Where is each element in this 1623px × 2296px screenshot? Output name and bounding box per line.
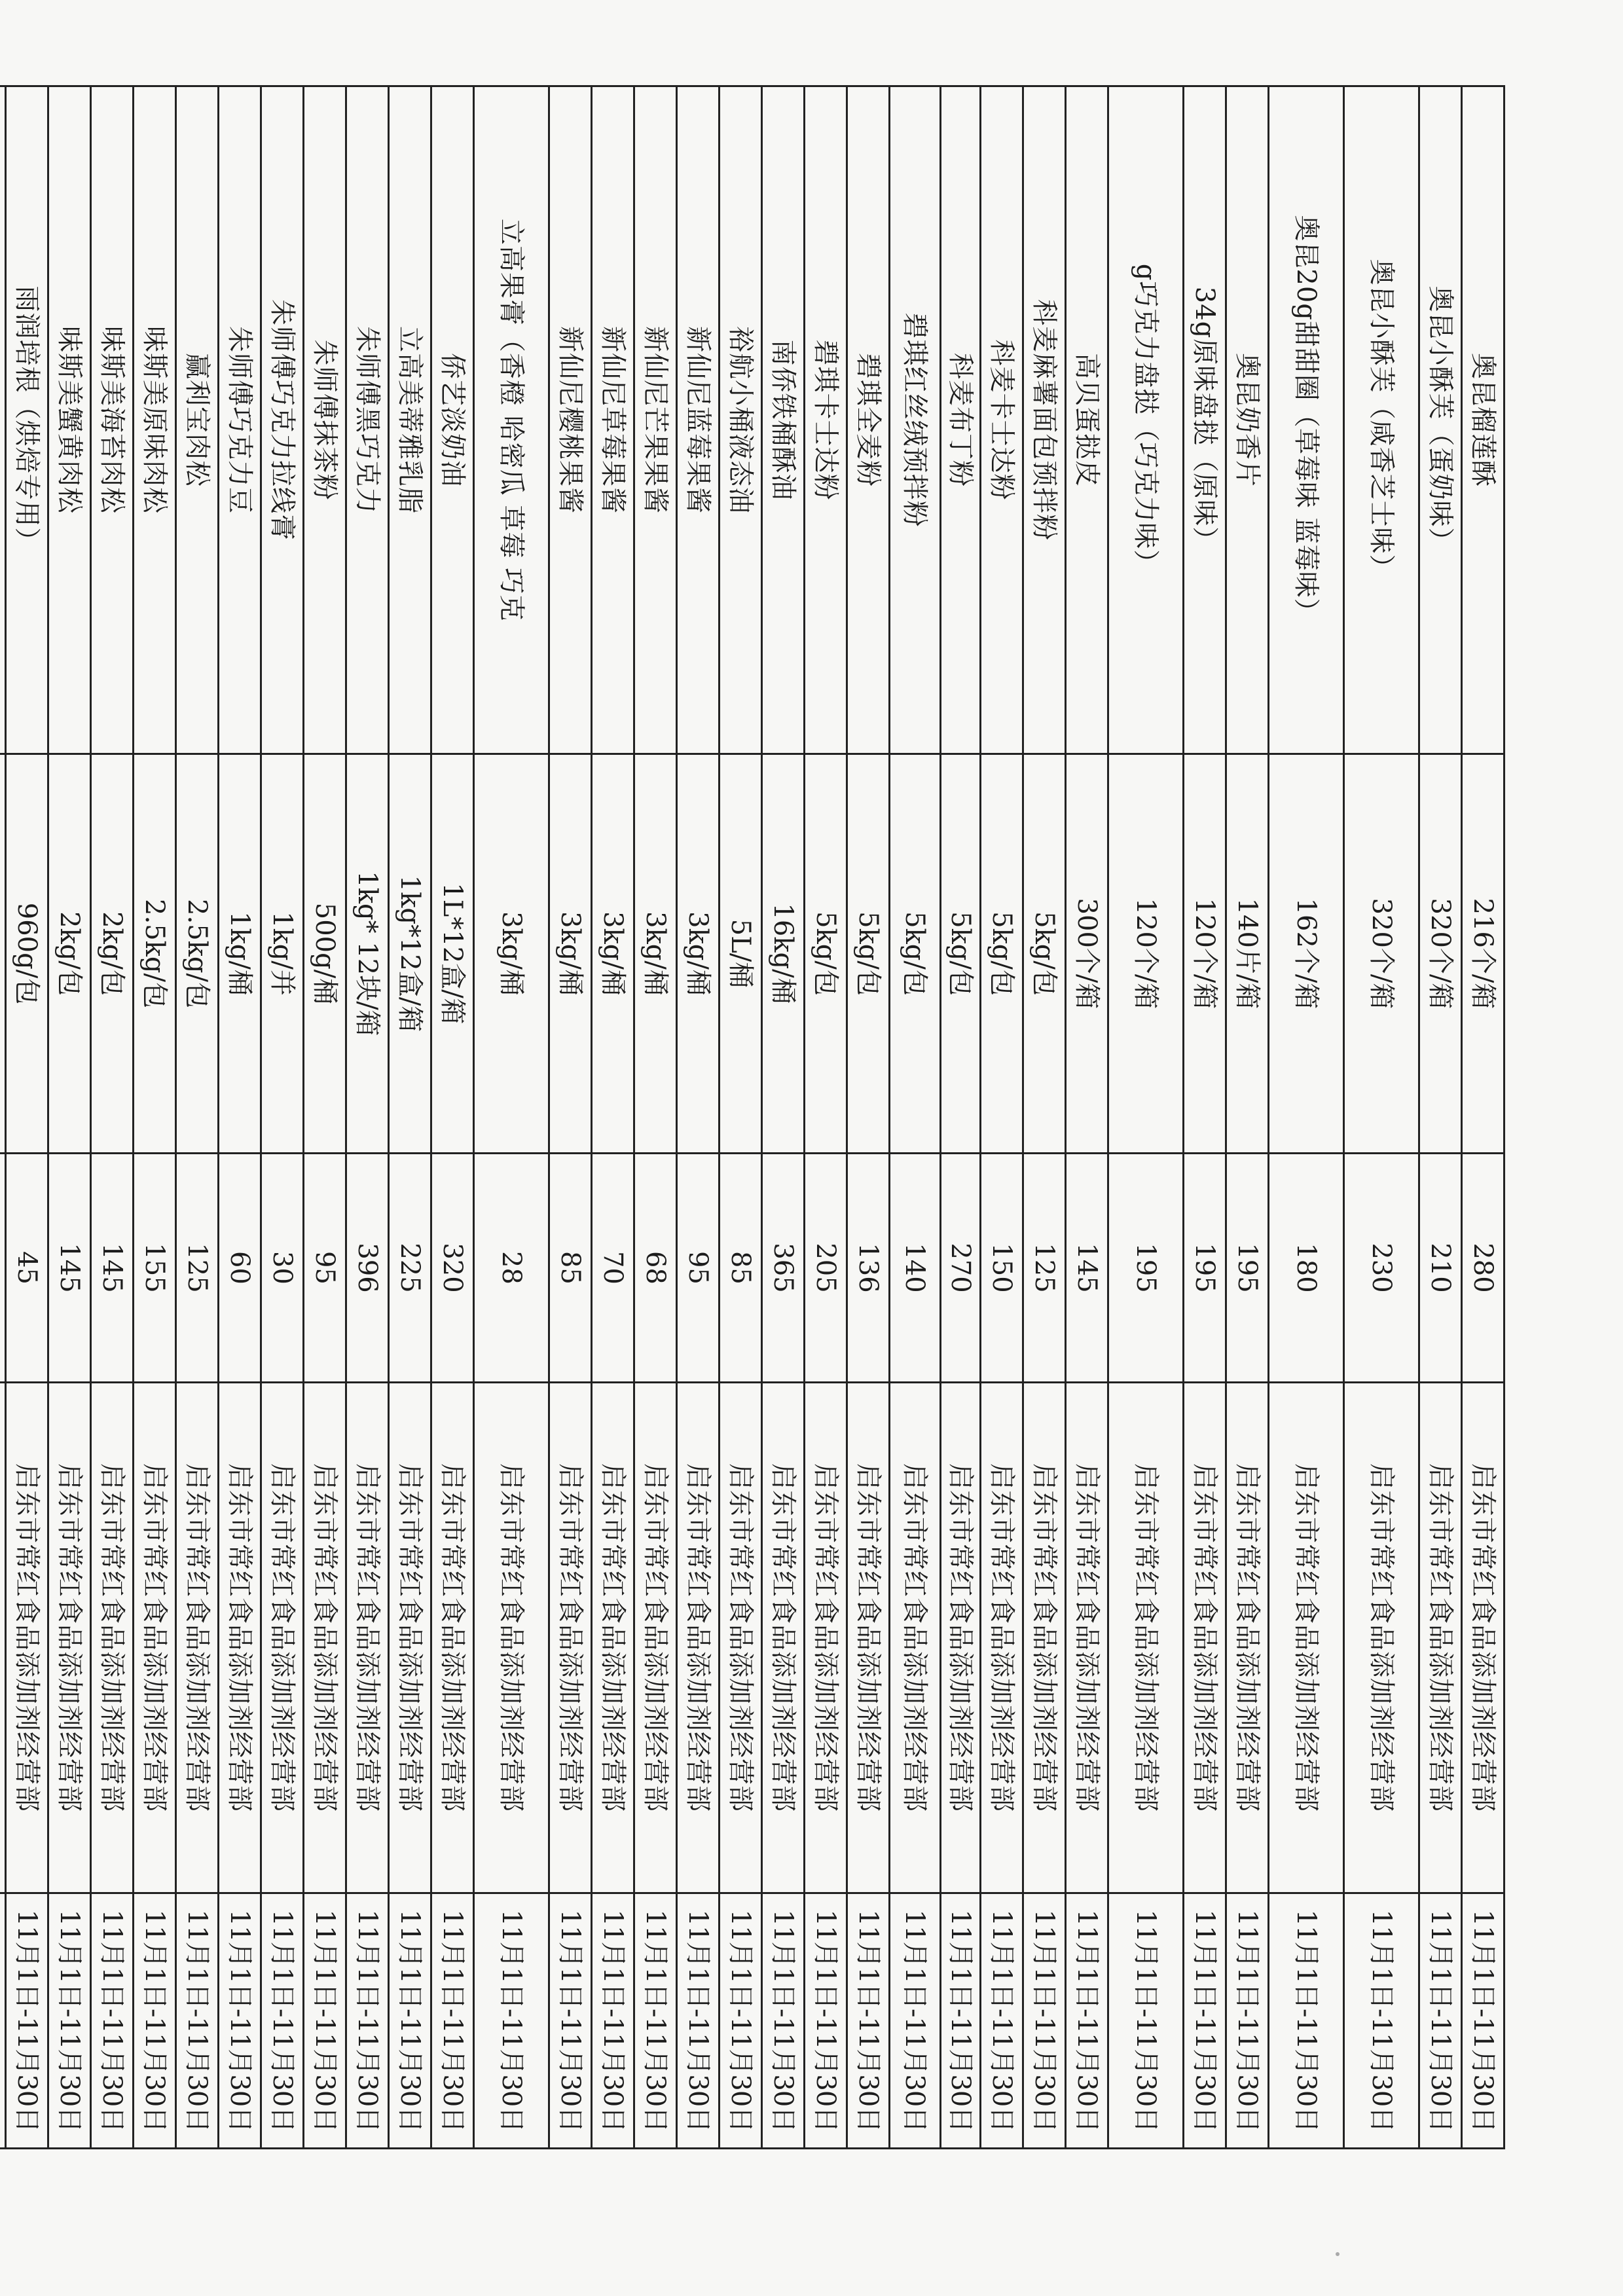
price-cell: 140 (890, 1154, 941, 1383)
supplier-cell: 启东市常红食品添加剂经营部 (474, 1383, 549, 1893)
product-name-cell: 新仙尼草莓果酱 (592, 86, 634, 754)
date-range-cell: 11月1日-11月30日 (1226, 1893, 1269, 2149)
supplier-cell: 启东市常红食品添加剂经营部 (890, 1383, 941, 1893)
spec-cell: 320个/箱 (1344, 754, 1419, 1154)
table-row (677, 86, 720, 2149)
product-name-cell: 立高美蒂雅乳脂 (389, 86, 431, 754)
table-row (941, 86, 981, 2149)
table-row (805, 86, 847, 2149)
table-row (847, 86, 890, 2149)
price-cell: 230 (1344, 1154, 1419, 1383)
product-name-cell: 味斯美原味肉松 (134, 86, 176, 754)
product-name-cell: 奥昆小酥芙（咸香芝士味） (1344, 86, 1419, 754)
supplier-cell: 启东市常红食品添加剂经营部 (941, 1383, 981, 1893)
price-cell: 136 (847, 1154, 890, 1383)
price-cell: 150 (981, 1154, 1023, 1383)
spec-cell: 1L*12盒/箱 (431, 754, 474, 1154)
price-cell: 95 (677, 1154, 720, 1383)
date-range-cell: 11月1日-11月30日 (941, 1893, 981, 2149)
supplier-cell: 启东市常红食品添加剂经营部 (346, 1383, 389, 1893)
supplier-cell: 启东市常红食品添加剂经营部 (389, 1383, 431, 1893)
price-cell: 145 (48, 1154, 91, 1383)
table-row (1462, 86, 1504, 2149)
price-cell: 155 (134, 1154, 176, 1383)
spec-cell: 300个/箱 (1066, 754, 1108, 1154)
date-range-cell: 11月1日-11月30日 (48, 1893, 91, 2149)
table-row (981, 86, 1023, 2149)
spec-cell (0, 754, 6, 1154)
product-name-cell: 新仙尼樱桃果酱 (549, 86, 592, 754)
spec-cell: 500g/桶 (304, 754, 346, 1154)
price-cell: 30 (261, 1154, 304, 1383)
date-range-cell: 11月1日-11月30日 (981, 1893, 1023, 2149)
product-name-cell: 碧琪红丝绒预拌粉 (890, 86, 941, 754)
price-cell: 225 (389, 1154, 431, 1383)
price-cell: 180 (1269, 1154, 1344, 1383)
scan-speck (1336, 2252, 1340, 2256)
product-name-cell: 高贝蛋挞皮 (1066, 86, 1108, 754)
product-name-cell: 朱师傅抹茶粉 (304, 86, 346, 754)
supplier-cell: 启东市常红食品添加剂经营部 (592, 1383, 634, 1893)
table-row (1226, 86, 1269, 2149)
spec-cell: 2.5kg/包 (176, 754, 219, 1154)
supplier-cell: 启东市常红食品添加剂经营部 (6, 1383, 48, 1893)
spec-cell: 3kg/桶 (634, 754, 677, 1154)
supplier-cell: 启东市常红食品添加剂经营部 (431, 1383, 474, 1893)
spec-cell: 16kg/桶 (762, 754, 805, 1154)
product-name-cell: 科麦卡士达粉 (981, 86, 1023, 754)
table-row (592, 86, 634, 2149)
price-cell: 210 (1419, 1154, 1462, 1383)
supplier-cell: 启东市常红食品添加剂经营部 (805, 1383, 847, 1893)
date-range-cell: 11月1日-11月30日 (219, 1893, 261, 2149)
spec-cell: 3kg/桶 (474, 754, 549, 1154)
price-cell (0, 1154, 6, 1383)
table-row (0, 86, 6, 2149)
supplier-cell: 启东市常红食品添加剂经营部 (1344, 1383, 1419, 1893)
date-range-cell: 11月1日-11月30日 (176, 1893, 219, 2149)
price-cell: 68 (634, 1154, 677, 1383)
product-name-cell: 味斯美海苔肉松 (91, 86, 134, 754)
product-name-cell: g巧克力盘挞（巧克力味） (1108, 86, 1184, 754)
table-row (6, 86, 48, 2149)
price-cell: 60 (219, 1154, 261, 1383)
table-row (890, 86, 941, 2149)
product-name-cell: 雨润培根（烘焙专用） (6, 86, 48, 754)
date-range-cell: 11月1日-11月30日 (6, 1893, 48, 2149)
supplier-cell: 启东市常红食品添加剂经营部 (1023, 1383, 1066, 1893)
price-cell: 270 (941, 1154, 981, 1383)
product-name-cell: 南侨铁桶酥油 (762, 86, 805, 754)
table-row (389, 86, 431, 2149)
product-name-cell: 奥昆小酥芙（蛋奶味） (1419, 86, 1462, 754)
price-cell: 125 (176, 1154, 219, 1383)
date-range-cell: 11月1日-11月30日 (304, 1893, 346, 2149)
product-name-cell: 奥昆榴莲酥 (1462, 86, 1504, 754)
product-name-cell: 裕航小桶液态油 (720, 86, 762, 754)
supplier-cell: 启东市常红食品添加剂经营部 (1269, 1383, 1344, 1893)
table-row (634, 86, 677, 2149)
product-name-cell: 侨艺淡奶油 (431, 86, 474, 754)
spec-cell: 3kg/桶 (549, 754, 592, 1154)
product-name-cell: 碧琪全麦粉 (847, 86, 890, 754)
price-cell: 195 (1184, 1154, 1226, 1383)
table-row (1023, 86, 1066, 2149)
spec-cell: 1kg*12盒/箱 (389, 754, 431, 1154)
price-cell: 320 (431, 1154, 474, 1383)
product-name-cell: 新仙尼蓝莓果酱 (677, 86, 720, 754)
table-row (1419, 86, 1462, 2149)
price-cell: 28 (474, 1154, 549, 1383)
spec-cell: 2kg/包 (91, 754, 134, 1154)
supplier-cell: 启东市常红食品添加剂经营部 (549, 1383, 592, 1893)
table-row (1108, 86, 1184, 2149)
supplier-cell: 启东市常红食品添加剂经营部 (677, 1383, 720, 1893)
date-range-cell: 11月1日-11月30日 (762, 1893, 805, 2149)
date-range-cell: 11月1日-11月30日 (805, 1893, 847, 2149)
date-range-cell: 11月1日-11月30日 (677, 1893, 720, 2149)
spec-cell: 1kg/桶 (219, 754, 261, 1154)
spec-cell: 3kg/桶 (677, 754, 720, 1154)
date-range-cell: 11月1日-11月30日 (474, 1893, 549, 2149)
table-row (304, 86, 346, 2149)
table-row (261, 86, 304, 2149)
supplier-cell: 启东市常红食品添加剂经营部 (48, 1383, 91, 1893)
spec-cell: 5kg/包 (941, 754, 981, 1154)
supplier-cell: 启东市常红食品添加剂经营部 (1066, 1383, 1108, 1893)
date-range-cell: 11月1日-11月30日 (1023, 1893, 1066, 2149)
date-range-cell: 11月1日-11月30日 (847, 1893, 890, 2149)
spec-cell: 5kg/包 (981, 754, 1023, 1154)
product-name-cell: 赢利宝肉松 (176, 86, 219, 754)
table-row (762, 86, 805, 2149)
spec-cell: 2.5kg/包 (134, 754, 176, 1154)
spec-cell: 1kg* 12块/箱 (346, 754, 389, 1154)
date-range-cell: 11月1日-11月30日 (1419, 1893, 1462, 2149)
supplier-cell: 启东市常红食品添加剂经营部 (981, 1383, 1023, 1893)
product-name-cell: 科麦麻薯面包预拌粉 (1023, 86, 1066, 754)
supplier-cell: 启东市常红食品添加剂经营部 (261, 1383, 304, 1893)
date-range-cell: 11月1日-11月30日 (634, 1893, 677, 2149)
spec-cell: 5kg/包 (1023, 754, 1066, 1154)
date-range-cell: 11月1日-11月30日 (91, 1893, 134, 2149)
spec-cell: 3kg/桶 (592, 754, 634, 1154)
price-cell: 70 (592, 1154, 634, 1383)
date-range-cell: 11月1日-11月30日 (389, 1893, 431, 2149)
product-name-cell: 朱师傅巧克力豆 (219, 86, 261, 754)
spec-cell: 1kg/并 (261, 754, 304, 1154)
price-list-table (0, 85, 1505, 2149)
supplier-cell: 启东市常红食品添加剂经营部 (1108, 1383, 1184, 1893)
spec-cell: 5kg/包 (847, 754, 890, 1154)
supplier-cell: 启东市常红食品添加剂经营部 (847, 1383, 890, 1893)
date-range-cell: 11月1日-11月30日 (890, 1893, 941, 2149)
spec-cell: 216个/箱 (1462, 754, 1504, 1154)
product-name-cell: 碧琪卡士达粉 (805, 86, 847, 754)
supplier-cell: 启东市常红食品添加剂经营部 (720, 1383, 762, 1893)
price-cell: 195 (1226, 1154, 1269, 1383)
product-name-cell: 味斯美蟹黄肉松 (48, 86, 91, 754)
table-row (48, 86, 91, 2149)
supplier-cell: 启东市常红食品添加剂经营部 (1184, 1383, 1226, 1893)
supplier-cell (0, 1383, 6, 1893)
date-range-cell: 11月1日-11月30日 (134, 1893, 176, 2149)
supplier-cell: 启东市常红食品添加剂经营部 (176, 1383, 219, 1893)
spec-cell: 2kg/包 (48, 754, 91, 1154)
table-row (219, 86, 261, 2149)
date-range-cell: 11月1日-11月30日 (592, 1893, 634, 2149)
supplier-cell: 启东市常红食品添加剂经营部 (1462, 1383, 1504, 1893)
table-row (91, 86, 134, 2149)
date-range-cell: 11月1日-11月30日 (1184, 1893, 1226, 2149)
product-name-cell: 奥昆奶香片 (1226, 86, 1269, 754)
date-range-cell: 11月1日-11月30日 (431, 1893, 474, 2149)
date-range-cell: 11月1日-11月30日 (1269, 1893, 1344, 2149)
price-cell: 145 (91, 1154, 134, 1383)
price-cell: 195 (1108, 1154, 1184, 1383)
date-range-cell: 11月1日-11月30日 (1108, 1893, 1184, 2149)
date-range-cell: 11月1日-11月30日 (1344, 1893, 1419, 2149)
price-cell: 205 (805, 1154, 847, 1383)
date-range-cell: 11月1日-11月30日 (261, 1893, 304, 2149)
price-cell: 45 (6, 1154, 48, 1383)
table-row (1269, 86, 1344, 2149)
price-cell: 280 (1462, 1154, 1504, 1383)
date-range-cell: 11月1日-11月30日 (549, 1893, 592, 2149)
date-range-cell: 11月1日-11月30日 (346, 1893, 389, 2149)
supplier-cell: 启东市常红食品添加剂经营部 (634, 1383, 677, 1893)
spec-cell: 162个/箱 (1269, 754, 1344, 1154)
table-row (1344, 86, 1419, 2149)
table-row (1184, 86, 1226, 2149)
supplier-cell: 启东市常红食品添加剂经营部 (134, 1383, 176, 1893)
table-row (431, 86, 474, 2149)
supplier-cell: 启东市常红食品添加剂经营部 (304, 1383, 346, 1893)
supplier-cell: 启东市常红食品添加剂经营部 (91, 1383, 134, 1893)
supplier-cell: 启东市常红食品添加剂经营部 (219, 1383, 261, 1893)
price-cell: 85 (720, 1154, 762, 1383)
table-row (176, 86, 219, 2149)
table-row (720, 86, 762, 2149)
spec-cell: 120个/箱 (1184, 754, 1226, 1154)
date-range-cell: 11月1日-11月30日 (1066, 1893, 1108, 2149)
price-cell: 365 (762, 1154, 805, 1383)
table-row (134, 86, 176, 2149)
supplier-cell: 启东市常红食品添加剂经营部 (762, 1383, 805, 1893)
spec-cell: 5kg/包 (890, 754, 941, 1154)
spec-cell: 140片/箱 (1226, 754, 1269, 1154)
table-row (474, 86, 549, 2149)
price-cell: 145 (1066, 1154, 1108, 1383)
product-name-cell: 科麦布丁粉 (941, 86, 981, 754)
product-name-cell: 朱师傅巧克力拉线膏 (261, 86, 304, 754)
price-cell: 85 (549, 1154, 592, 1383)
date-range-cell: 11月1日-11月30日 (720, 1893, 762, 2149)
product-name-cell (0, 86, 6, 754)
spec-cell: 5L/桶 (720, 754, 762, 1154)
product-name-cell: 新仙尼芒果果酱 (634, 86, 677, 754)
table-row (1066, 86, 1108, 2149)
price-cell: 125 (1023, 1154, 1066, 1383)
product-name-cell: 奥昆20g甜甜圈（草莓味 蓝莓味） (1269, 86, 1344, 754)
price-cell: 95 (304, 1154, 346, 1383)
table-row (346, 86, 389, 2149)
price-cell: 396 (346, 1154, 389, 1383)
product-name-cell: 立高果膏（香橙 哈密瓜 草莓 巧克 (474, 86, 549, 754)
spec-cell: 5kg/包 (805, 754, 847, 1154)
table-row (549, 86, 592, 2149)
table-body (0, 86, 1504, 2149)
spec-cell: 320个/箱 (1419, 754, 1462, 1154)
spec-cell: 120个/箱 (1108, 754, 1184, 1154)
product-name-cell: 34g原味盘挞（原味） (1184, 86, 1226, 754)
date-range-cell (0, 1893, 6, 2149)
supplier-cell: 启东市常红食品添加剂经营部 (1226, 1383, 1269, 1893)
date-range-cell: 11月1日-11月30日 (1462, 1893, 1504, 2149)
supplier-cell: 启东市常红食品添加剂经营部 (1419, 1383, 1462, 1893)
spec-cell: 960g/包 (6, 754, 48, 1154)
product-name-cell: 朱师傅黑巧克力 (346, 86, 389, 754)
